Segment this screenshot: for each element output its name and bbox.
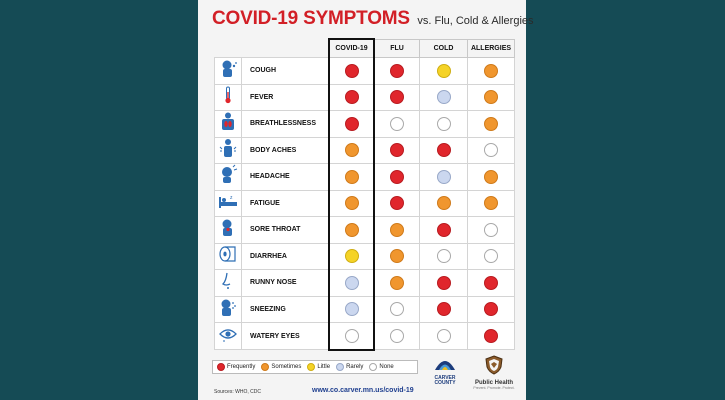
headache-icon bbox=[215, 164, 242, 191]
cell-cold bbox=[420, 164, 468, 191]
cell-cold bbox=[420, 137, 468, 164]
table-row bbox=[215, 323, 515, 350]
column-header-cold: COLD bbox=[420, 39, 468, 58]
cell-covid bbox=[329, 296, 374, 323]
poster-title bbox=[212, 8, 534, 30]
public-health-shield-icon bbox=[484, 355, 504, 375]
symptom-name: FATIGUE bbox=[242, 190, 330, 217]
dot-sometimes bbox=[345, 196, 359, 210]
dot-none bbox=[437, 249, 451, 263]
logo1-line2: COUNTY bbox=[434, 380, 456, 386]
table-row bbox=[215, 58, 515, 85]
dot-none bbox=[484, 249, 498, 263]
legend-dot-rarely bbox=[336, 363, 344, 371]
legend-label: Sometimes bbox=[271, 364, 302, 370]
toilet-paper-icon bbox=[215, 243, 242, 270]
dot-sometimes bbox=[484, 117, 498, 131]
table-header bbox=[215, 39, 515, 58]
dot-none bbox=[390, 302, 404, 316]
dot-frequently bbox=[437, 302, 451, 316]
lungs-icon bbox=[215, 111, 242, 138]
legend-item-sometimes bbox=[261, 363, 301, 371]
cell-allergies bbox=[468, 111, 515, 138]
dot-frequently bbox=[390, 90, 404, 104]
dot-frequently bbox=[390, 196, 404, 210]
cell-covid bbox=[329, 164, 374, 191]
symptom-name: WATERY EYES bbox=[242, 323, 330, 350]
cell-allergies bbox=[468, 84, 515, 111]
cell-flu bbox=[374, 137, 420, 164]
cell-cold bbox=[420, 58, 468, 85]
dot-none bbox=[390, 117, 404, 131]
cell-covid bbox=[329, 137, 374, 164]
dot-frequently bbox=[390, 170, 404, 184]
logo2-tagline: Prevent. Promote. Protect. bbox=[473, 386, 515, 390]
dot-little bbox=[437, 64, 451, 78]
symptom-name: BREATHLESSNESS bbox=[242, 111, 330, 138]
dot-sometimes bbox=[390, 276, 404, 290]
legend-item-little bbox=[307, 363, 330, 371]
dot-frequently bbox=[437, 276, 451, 290]
legend-item-rarely bbox=[336, 363, 363, 371]
cell-covid bbox=[329, 323, 374, 350]
dot-rarely bbox=[345, 302, 359, 316]
symptom-name: COUGH bbox=[242, 58, 330, 85]
sore-throat-icon bbox=[215, 217, 242, 244]
dot-none bbox=[437, 329, 451, 343]
cell-flu bbox=[374, 243, 420, 270]
logo2-label: Public Health bbox=[474, 380, 513, 386]
cell-cold bbox=[420, 111, 468, 138]
legend bbox=[212, 360, 418, 374]
dot-none bbox=[345, 329, 359, 343]
dot-sometimes bbox=[484, 90, 498, 104]
dot-sometimes bbox=[345, 170, 359, 184]
legend-label: Rarely bbox=[346, 364, 364, 370]
sources-text: Sources: WHO, CDC bbox=[214, 389, 261, 395]
column-header-allergies: ALLERGIES bbox=[468, 39, 515, 58]
carver-county-logo bbox=[430, 355, 460, 386]
symptom-name: BODY ACHES bbox=[242, 137, 330, 164]
cell-covid bbox=[329, 217, 374, 244]
symptom-name: SORE THROAT bbox=[242, 217, 330, 244]
dot-sometimes bbox=[390, 223, 404, 237]
carver-county-emblem-icon bbox=[434, 355, 456, 371]
table-row bbox=[215, 190, 515, 217]
cell-allergies bbox=[468, 190, 515, 217]
logo1-line1: CARVER bbox=[434, 375, 456, 381]
dot-sometimes bbox=[484, 170, 498, 184]
dot-frequently bbox=[345, 64, 359, 78]
dot-frequently bbox=[437, 223, 451, 237]
dot-frequently bbox=[484, 302, 498, 316]
cell-flu bbox=[374, 84, 420, 111]
dot-sometimes bbox=[437, 196, 451, 210]
cell-cold bbox=[420, 296, 468, 323]
cell-allergies bbox=[468, 217, 515, 244]
cell-allergies bbox=[468, 137, 515, 164]
table-row bbox=[215, 243, 515, 270]
cell-allergies bbox=[468, 296, 515, 323]
public-health-logo bbox=[466, 355, 522, 390]
legend-dot-sometimes bbox=[261, 363, 269, 371]
cell-allergies bbox=[468, 164, 515, 191]
cell-flu bbox=[374, 190, 420, 217]
dot-none bbox=[484, 143, 498, 157]
symptom-name: FEVER bbox=[242, 84, 330, 111]
dot-none bbox=[390, 329, 404, 343]
dot-frequently bbox=[390, 64, 404, 78]
symptom-name: RUNNY NOSE bbox=[242, 270, 330, 297]
cell-covid bbox=[329, 190, 374, 217]
cell-covid bbox=[329, 84, 374, 111]
table-row bbox=[215, 270, 515, 297]
dot-sometimes bbox=[484, 196, 498, 210]
cell-covid bbox=[329, 111, 374, 138]
dot-rarely bbox=[437, 170, 451, 184]
cell-covid bbox=[329, 243, 374, 270]
dot-frequently bbox=[437, 143, 451, 157]
cell-allergies bbox=[468, 270, 515, 297]
symptom-name: HEADACHE bbox=[242, 164, 330, 191]
cell-cold bbox=[420, 217, 468, 244]
cell-allergies bbox=[468, 58, 515, 85]
column-header-covid: COVID-19 bbox=[329, 39, 374, 58]
legend-item-frequently bbox=[217, 363, 255, 371]
thermometer-icon bbox=[215, 84, 242, 111]
legend-dot-frequently bbox=[217, 363, 225, 371]
dot-frequently bbox=[390, 143, 404, 157]
dot-little bbox=[345, 249, 359, 263]
column-header-flu: FLU bbox=[374, 39, 420, 58]
cell-cold bbox=[420, 190, 468, 217]
legend-dot-none bbox=[369, 363, 377, 371]
legend-label: Frequently bbox=[227, 364, 256, 370]
dot-none bbox=[437, 117, 451, 131]
fatigue-icon bbox=[215, 190, 242, 217]
sneezing-icon bbox=[215, 296, 242, 323]
dot-frequently bbox=[345, 117, 359, 131]
dot-sometimes bbox=[484, 64, 498, 78]
table-row bbox=[215, 164, 515, 191]
dot-rarely bbox=[345, 276, 359, 290]
cough-icon bbox=[215, 58, 242, 85]
nose-icon bbox=[215, 270, 242, 297]
cell-flu bbox=[374, 217, 420, 244]
cell-flu bbox=[374, 164, 420, 191]
body-aches-icon bbox=[215, 137, 242, 164]
dot-frequently bbox=[345, 90, 359, 104]
legend-label: None bbox=[379, 364, 394, 370]
cell-cold bbox=[420, 243, 468, 270]
table-row bbox=[215, 111, 515, 138]
symptom-name: DIARRHEA bbox=[242, 243, 330, 270]
legend-item-none bbox=[369, 363, 393, 371]
legend-dot-little bbox=[307, 363, 315, 371]
cell-cold bbox=[420, 323, 468, 350]
symptom-name: SNEEZING bbox=[242, 296, 330, 323]
cell-allergies bbox=[468, 243, 515, 270]
dot-sometimes bbox=[345, 143, 359, 157]
title-main: COVID-19 SYMPTOMS bbox=[212, 8, 410, 29]
legend-label: Little bbox=[317, 364, 331, 370]
table-row bbox=[215, 84, 515, 111]
svg-text:z: z bbox=[230, 194, 233, 201]
eye-icon bbox=[215, 323, 242, 350]
cell-cold bbox=[420, 84, 468, 111]
symptom-table bbox=[214, 38, 515, 351]
table-row bbox=[215, 217, 515, 244]
title-sub: vs. Flu, Cold & Allergies bbox=[417, 15, 534, 27]
cell-flu bbox=[374, 111, 420, 138]
website-link[interactable]: www.co.carver.mn.us/covid-19 bbox=[312, 387, 414, 394]
cell-flu bbox=[374, 58, 420, 85]
dot-frequently bbox=[484, 329, 498, 343]
cell-covid bbox=[329, 58, 374, 85]
cell-covid bbox=[329, 270, 374, 297]
header-blank bbox=[215, 39, 330, 58]
table-row bbox=[215, 137, 515, 164]
dot-sometimes bbox=[390, 249, 404, 263]
dot-sometimes bbox=[345, 223, 359, 237]
table-row bbox=[215, 296, 515, 323]
dot-frequently bbox=[484, 276, 498, 290]
cell-flu bbox=[374, 323, 420, 350]
cell-allergies bbox=[468, 323, 515, 350]
cell-cold bbox=[420, 270, 468, 297]
dot-rarely bbox=[437, 90, 451, 104]
symptoms-poster bbox=[198, 0, 534, 400]
cell-flu bbox=[374, 270, 420, 297]
cell-flu bbox=[374, 296, 420, 323]
dot-none bbox=[484, 223, 498, 237]
